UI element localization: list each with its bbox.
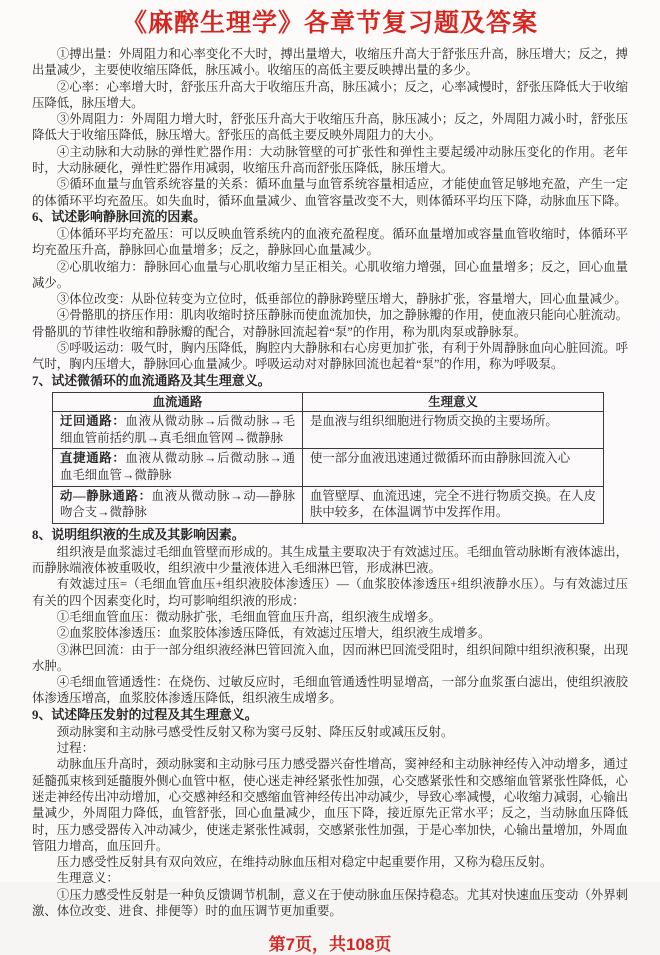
pathway-route: 血液从微动脉→动—静脉吻合支→微静脉	[60, 488, 296, 520]
paragraph-q6-item-5: ⑤呼吸运动：吸气时，胸内压降低，胸腔内大静脉和右心房更加扩张，有利于外周静脉血向心脏回流。呼气时，胸内压增大，静脉回心血量减少。呼吸运动对对静脉回流也起着“泵”的作用，称为呼吸泵。	[32, 341, 628, 372]
pathway-term: 动—静脉通路：	[60, 488, 152, 503]
question-7-heading: 7、试述微循环的血流通路及其生理意义。	[32, 373, 271, 388]
paragraph-q8-formula: 有效滤过压=（毛细血管血压+组织液胶体渗透压）—（血浆胶体渗透压+组织液静水压）。与有效滤过压有关的四个因素变化时，均可影响组织液的形成：	[32, 577, 628, 608]
paragraph-q6-item-3: ③体位改变：从卧位转变为立位时，低垂部位的静脉跨壁压增大，静脉扩张，容量增大，回心血量减少。	[56, 292, 627, 307]
paragraph-q9-significance: ①压力感受性反射是一种负反馈调节机制，意义在于使动脉血压保持稳态。尤其对快速血压变动（外界刺激、体位改变、进食、排便等）时的血压调节更加重要。	[32, 887, 628, 919]
paragraph-blood-volume: ⑤循环血量与血管系统容量的关系：循环血量与血管系统容量相适应，才能使血管足够地充盈，产生一定的体循环平均充盈压。如失血时，循环血量减少、血管容量改变不大，则体循环平均压下降，动脉血压下降。	[32, 177, 628, 208]
paragraph-q6-item-4: ④骨骼肌的挤压作用：肌肉收缩时挤压静脉而使血流加快，加之静脉瓣的作用，使血液只能向心脏流动。骨骼肌的节律性收缩和静脉瓣的配合，对静脉回流起着“泵”的作用，称为肌肉泵或静脉泵。	[32, 308, 628, 339]
table-row-roundabout	[53, 412, 604, 449]
microcirculation-table	[52, 392, 604, 524]
paragraph-q8-item-1: ①毛细血管血压：微动脉扩张，毛细血管血压升高，组织液生成增多。	[56, 609, 441, 624]
pathway-cell	[53, 449, 303, 486]
paragraph-q9-definition: 颈动脉窦和主动脉弓感受性反射又称为窦弓反射、降压反射或减压反射。	[56, 724, 454, 739]
paragraph-q9-process-label: 过程：	[56, 741, 94, 756]
document-body	[32, 46, 628, 919]
table-header-row	[53, 392, 604, 412]
pathway-route: 血液从微动脉→后微动脉→通血毛细血管→微静脉	[60, 451, 296, 483]
table-header-pathway: 血流通路	[53, 392, 303, 412]
paragraph-q9-significance-label: 生理意义：	[56, 871, 119, 886]
pathway-route: 血液从微动脉→后微动脉→毛细血管前括约肌→真毛细血管网→微静脉	[60, 414, 296, 445]
significance-cell: 是血液与组织细胞进行物质交换的主要场所。	[303, 412, 604, 449]
page-number-footer: 第7页，共108页	[268, 935, 392, 955]
paragraph-q8-item-3: ③淋巴回流：由于一部分组织液经淋巴管回流入血，因而淋巴回流受阻时，组织间隙中组织液积聚，出现水肿。	[32, 642, 628, 673]
pathway-cell	[53, 412, 303, 449]
question-9-heading: 9、试述降压发射的过程及其生理意义。	[32, 707, 258, 722]
significance-cell: 使一部分血液迅速通过微循环而由静脉回流入心	[303, 449, 604, 486]
pathway-term: 直捷通路：	[60, 451, 126, 466]
question-6-heading: 6、试述影响静脉回流的因素。	[32, 209, 207, 224]
question-8-heading: 8、说明组织液的生成及其影响因素。	[32, 527, 245, 542]
pathway-cell	[53, 486, 303, 523]
paragraph-q8-intro: 组织液是血浆滤过毛细血管壁而形成的。其生成量主要取决于有效滤过压。毛细血管动脉断有液体滤出，而静脉端液体被重吸收，组织液中少量液体进入毛细淋巴管，形成淋巴液。	[32, 544, 628, 576]
paragraph-heart-rate: ②心率：心率增大时，舒张压升高大于收缩压升高，脉压减小；反之，心率减慢时，舒张压降低大于收缩压降低，脉压增大。	[32, 79, 628, 110]
pathway-term: 迂回通路：	[60, 414, 126, 429]
paragraph-stroke-volume: ①搏出量：外周阻力和心率变化不大时，搏出量增大，收缩压升高大于舒张压升高，脉压增大；反之，搏出量减少，主要使收缩压降低，脉压减小。收缩压的高低主要反映搏出量的多少。	[32, 47, 628, 78]
paragraph-aorta-elasticity: ④主动脉和大动脉的弹性贮器作用：大动脉管壁的可扩张性和弹性主要起缓冲动脉压变化的作用。老年时，大动脉硬化，弹性贮器作用减弱，收缩压升高而舒张压降低，脉压增大。	[32, 144, 628, 176]
paragraph-peripheral-resistance: ③外周阻力：外周阻力增大时，舒张压升高大于收缩压升高，脉压减小；反之，外周阻力减小时，舒张压降低大于收缩压降低，脉压增大。舒张压的高低主要反映外周阻力的大小。	[32, 112, 628, 143]
paragraph-q9-bidirectional: 压力感受性反射具有双向效应，在维持动脉血压相对稳定中起重要作用，又称为稳压反射。	[56, 855, 553, 870]
paragraph-q9-process: 动脉血压升高时，颈动脉窦和主动脉弓压力感受器兴奋性增高，窦神经和主动脉神经传入冲动增多，通过延髓孤束核到延髓腹外侧心血管中枢，使心迷走神经紧张性加强，心交感紧张性和交感缩血管紧张性降低，心迷走神经传出冲动增加，心交感神经和交感缩血管神经传出冲动减少，导致心率减慢，心收缩力减弱，心输出量减少，外周阻力降低，血管舒张，回心血量减少，血压下降，接近原先正常水平；反之，当动脉血压降低时，压力感受器传入冲动减少，使迷走紧张性减弱，交感紧张性加强，于是心率加快，心输出量增加，外周血管阻力增高，血压回升。	[32, 757, 628, 853]
table-row-av-shunt	[53, 486, 604, 523]
paragraph-q6-item-1: ①体循环平均充盈压：可以反映血管系统内的血液充盈程度。循环血量增加或容量血管收缩时，体循环平均充盈压升高，静脉回心血量增多；反之，静脉回心血量减少。	[32, 226, 628, 258]
paragraph-q8-item-2: ②血浆胶体渗透压：血浆胶体渗透压降低，有效滤过压增大，组织液生成增多。	[56, 626, 491, 641]
significance-cell: 血管壁厚、血流迅速，完全不进行物质交换。在人皮肤中较多，在体温调节中发挥作用。	[303, 486, 604, 523]
page-title: 《麻醉生理学》各章节复习题及答案	[121, 9, 538, 37]
paragraph-q6-item-2: ②心肌收缩力：静脉回心血量与心肌收缩力呈正相关。心肌收缩力增强，回心血量增多；反之，回心血量减少。	[32, 259, 628, 290]
table-row-thoroughfare	[53, 449, 604, 486]
paragraph-q8-item-4: ④毛细血管通透性：在烧伤、过敏反应时，毛细血管通透性明显增高，一部分血浆蛋白滤出，使组织液胶体渗透压增高，血浆胶体渗透压降低，组织液生成增多。	[32, 675, 628, 706]
table-header-significance: 生理意义	[303, 392, 604, 412]
